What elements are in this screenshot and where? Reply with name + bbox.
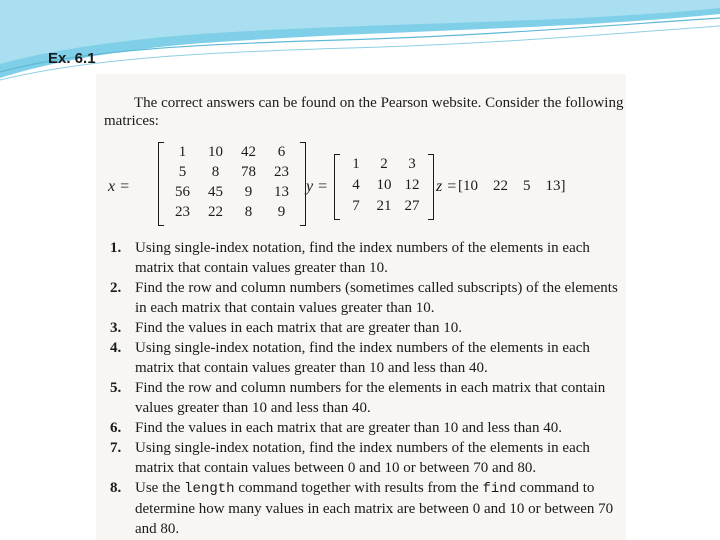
question-text: Find the row and column numbers (sometimes called subscripts) of the elements in each matrix that contain values greater than 10. (135, 280, 618, 316)
exercise-scan (96, 74, 626, 540)
matrix-x-cell: 78 (241, 164, 256, 180)
matrix-x-cell: 10 (208, 144, 223, 160)
question-number: 3. (110, 320, 122, 336)
question-text (135, 478, 624, 539)
question-number: 5. (110, 380, 122, 396)
question-text-part: command to determine how many values in each matrix are between 0 and 10 or between 70 and 80. (135, 480, 614, 537)
matrix-x-cell: 42 (241, 144, 256, 160)
question-item (110, 238, 624, 278)
matrix-x-cell: 5 (178, 164, 187, 180)
matrix-y-cell: 12 (404, 177, 420, 193)
matrix-x-cell: 8 (211, 164, 220, 180)
question-number: 1. (110, 240, 122, 256)
question-item (110, 438, 624, 478)
code-length: length (184, 481, 235, 497)
question-number: 8. (110, 480, 122, 496)
matrix-y-cell: 3 (408, 156, 416, 172)
matrix-y-label: y = (306, 178, 328, 195)
matrix-z-label: z = (436, 178, 458, 195)
question-item (110, 418, 624, 438)
question-text: Find the values in each matrix that are greater than 10 and less than 40. (135, 420, 562, 436)
matrix-x-cell: 45 (208, 184, 223, 200)
matrix-x-cell: 56 (175, 184, 190, 200)
question-text: Using single-index notation, find the index numbers of the elements in each matrix that contain values greater than 10 and less than 40. (135, 340, 590, 376)
matrix-x-label: x = (108, 178, 130, 195)
question-item (110, 278, 624, 318)
question-text-part: Use the (135, 480, 185, 496)
exercise-intro: The correct answers can be found on the Pearson website. Consider the following matrices: (104, 95, 624, 129)
matrix-y (334, 154, 434, 220)
matrix-x (158, 142, 306, 226)
matrix-y-cell: 10 (376, 177, 392, 193)
question-item (110, 338, 624, 378)
matrix-y-cell: 2 (380, 156, 388, 172)
question-number: 4. (110, 340, 122, 356)
question-text: Find the values in each matrix that are greater than 10. (135, 320, 462, 336)
matrix-y-cell: 1 (352, 156, 360, 172)
matrix-x-cell: 22 (208, 204, 223, 220)
matrix-x-cell: 13 (274, 184, 289, 200)
matrix-x-cell: 8 (244, 204, 253, 220)
slide-title: Ex. 6.1 (48, 50, 96, 67)
matrix-x-cell: 9 (277, 204, 286, 220)
matrix-y-cell: 21 (376, 198, 392, 214)
question-item (110, 478, 624, 539)
code-find: find (482, 481, 517, 497)
question-number: 6. (110, 420, 122, 436)
question-item (110, 318, 624, 338)
question-list (110, 238, 624, 539)
matrix-y-cell: 27 (404, 198, 420, 214)
matrix-x-cell: 23 (175, 204, 190, 220)
matrix-y-cell: 7 (352, 198, 360, 214)
matrix-x-cell: 1 (178, 144, 187, 160)
matrix-z-values: [10 22 5 13] (458, 178, 566, 194)
question-item (110, 378, 624, 418)
question-number: 7. (110, 440, 122, 456)
matrix-y-cell: 4 (352, 177, 360, 193)
matrix-x-cell: 23 (274, 164, 289, 180)
question-text: Using single-index notation, find the index numbers of the elements in each matrix that contain values greater than 10. (135, 240, 590, 276)
question-text: Find the row and column numbers for the elements in each matrix that contain values greater than 10 and less than 40. (135, 380, 606, 416)
question-text: Using single-index notation, find the index numbers of the elements in each matrix that contain values between 0 and 10 or between 70 and 80. (135, 440, 590, 476)
matrix-x-cell: 9 (244, 184, 253, 200)
question-text-part: command together with results from the (234, 480, 483, 496)
matrix-x-cell: 6 (277, 144, 286, 160)
question-number: 2. (110, 280, 122, 296)
